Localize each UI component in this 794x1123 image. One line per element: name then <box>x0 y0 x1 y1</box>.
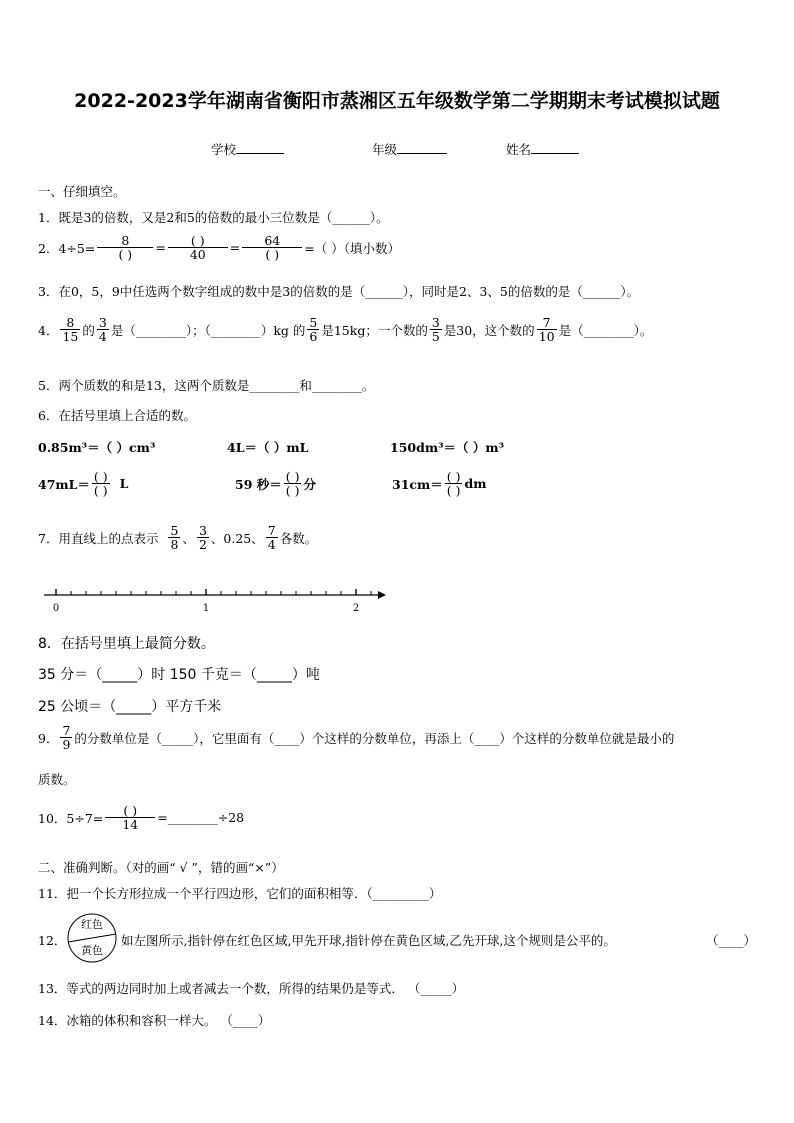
fraction: $\frac{3}{2}$ <box>198 523 207 553</box>
question-10: 10．5÷7= $\frac{( )}{14}$ =________÷28 <box>38 803 245 833</box>
question-2: 2．4÷5= $\frac{8}{( )}$ = $\frac{( )}{40}$ = $\frac{64}{( )}$ =（ ）（填小数） <box>38 233 400 263</box>
question-7: 7．用直线上的点表示 $\frac{5}{8}$ 、 $\frac{3}{2}$ 、0.25、 $\frac{7}{4}$ 各数。 <box>38 523 318 553</box>
yellow-region-label: 黄色 <box>81 944 103 957</box>
question-6: 6．在括号里填上合适的数。 <box>38 408 196 423</box>
fraction: $\frac{8}{15}$ <box>62 315 79 345</box>
number-line <box>40 585 390 615</box>
question-9-line-2: 质数。 <box>38 772 76 787</box>
fraction: $\frac{5}{8}$ <box>170 523 179 553</box>
spinner-diagram <box>64 912 120 964</box>
fraction: $\frac{( )}{40}$ <box>168 234 228 261</box>
fraction: $\frac{64}{( )}$ <box>242 234 302 261</box>
question-11: 11．把一个长方形拉成一个平行四边形，它们的面积相等．（_________） <box>38 886 442 901</box>
fraction: $\frac{8}{( )}$ <box>97 234 153 261</box>
axis-label-1: 1 <box>202 603 210 614</box>
question-5: 5．两个质数的和是13，这两个质数是________和________。 <box>38 378 375 393</box>
q6-item-1: 0.85m³＝（ ）cm³ <box>38 440 156 455</box>
red-region-label: 红色 <box>81 918 103 931</box>
question-12-text: 如左图所示,指针停在红色区域,甲先开球,指针停在黄色区域,乙先开球,这个规则是公平的。 <box>121 933 616 948</box>
question-9: 9． $\frac{7}{9}$ 的分数单位是（_____），它里面有（____）个这样的分数单位，再添上（____）个这样的分数单位就是最小的 <box>38 723 675 753</box>
question-8: 8．在括号里填上最简分数。 <box>38 636 215 652</box>
q6-item-3: 150dm³＝（ ）m³ <box>390 440 505 455</box>
fraction: $\frac{3}{4}$ <box>98 315 107 345</box>
fraction: $\frac{7}{9}$ <box>62 723 71 753</box>
fraction: $\frac{7}{4}$ <box>267 523 276 553</box>
axis-label-2: 2 <box>352 603 360 614</box>
grade-field[interactable]: 年级 <box>372 140 447 158</box>
question-3: 3．在0，5，9中任选两个数字组成的数中是3的倍数的是（______），同时是2、3、5的倍数的是（______）。 <box>38 284 640 299</box>
q6-item-6: 31cm＝ $\frac{( )}{( )}$ dm <box>392 469 487 499</box>
fraction: $\frac{7}{10}$ <box>538 315 555 345</box>
question-12-answer[interactable]: （____） <box>706 933 757 948</box>
name-field[interactable]: 姓名 <box>506 140 579 158</box>
fraction: $\frac{3}{5}$ <box>431 315 440 345</box>
school-field[interactable]: 学校 <box>211 140 284 158</box>
section-two-heading: 二、准确判断。（对的画“ √ ”，错的画“×”） <box>38 860 284 875</box>
fraction: $\frac{5}{6}$ <box>309 315 318 345</box>
question-1: 1．既是3的倍数，又是2和5的倍数的最小三位数是（______）。 <box>38 210 389 225</box>
page-title: 2022-2023学年湖南省衡阳市蒸湘区五年级数学第二学期期末考试模拟试题 <box>74 90 720 112</box>
q6-item-5: 59 秒＝ $\frac{( )}{( )}$ 分 <box>235 469 316 499</box>
q6-item-2: 4L＝（ ）mL <box>227 440 309 455</box>
question-14: 14．冰箱的体积和容积一样大。 （____） <box>38 1013 271 1028</box>
fraction: $\frac{( )}{14}$ <box>105 804 155 831</box>
axis-label-0: 0 <box>52 603 60 614</box>
q6-item-4: 47mL＝ $\frac{( )}{( )}$ L <box>38 469 129 499</box>
question-8-row-2: 25 公顷＝（_____）平方千米 <box>38 699 222 715</box>
question-4: 4． $\frac{8}{15}$ 的 $\frac{3}{4}$ 是（________）；（________）kg 的 $\frac{5}{6}$ 是15kg；一个数的 $\frac{3}{5}$ 是30，这个数的 $\frac{7}{10}$ 是（________）。 <box>38 315 653 345</box>
arrow-icon <box>378 591 386 599</box>
fraction: $\frac{( )}{( )}$ <box>93 469 108 499</box>
question-12-number: 12． <box>38 933 67 948</box>
fraction: $\frac{( )}{( )}$ <box>285 469 300 499</box>
question-8-row-1: 35 分＝（_____）时 150 千克＝（_____）吨 <box>38 667 320 683</box>
fraction: $\frac{( )}{( )}$ <box>446 469 461 499</box>
question-13: 13．等式的两边同时加上或者减去一个数，所得的结果仍是等式． （_____） <box>38 981 465 996</box>
section-one-heading: 一、仔细填空。 <box>38 184 126 199</box>
